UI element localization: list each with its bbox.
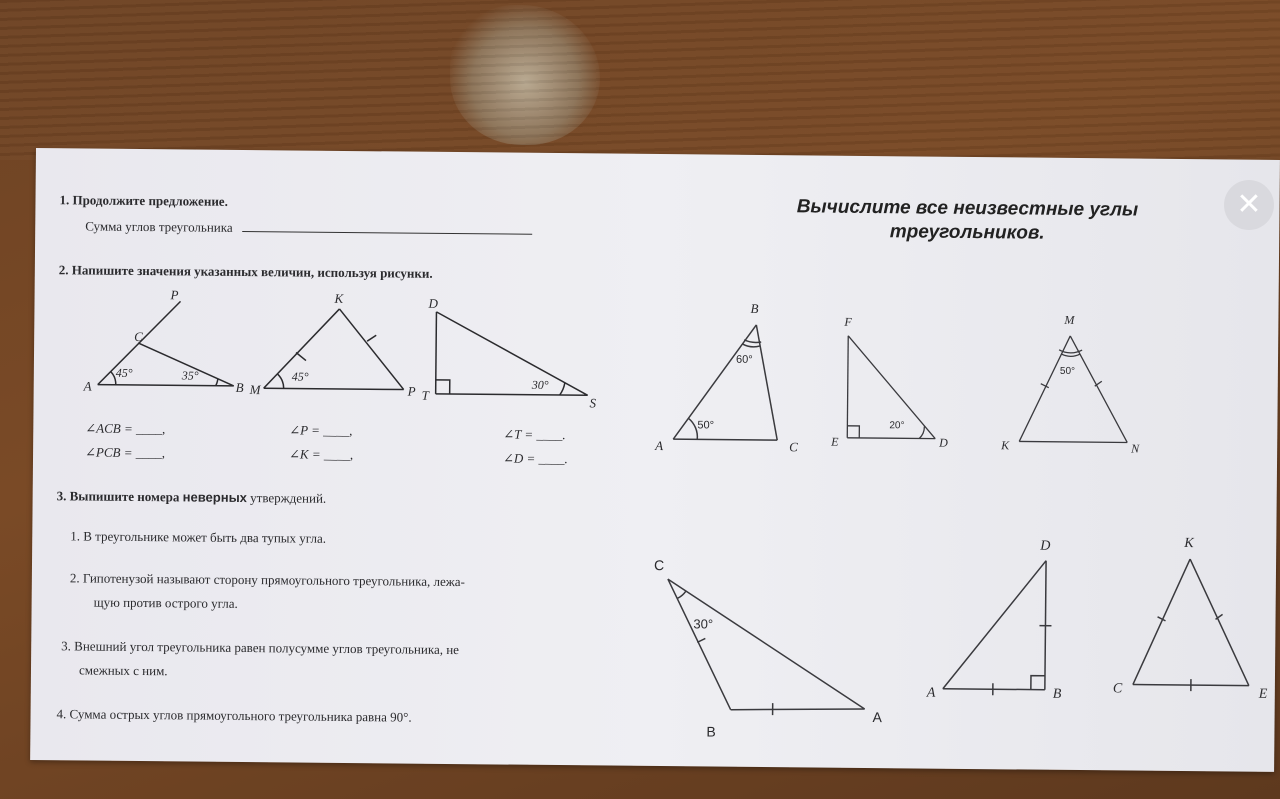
close-icon[interactable]: ✕	[1224, 180, 1274, 230]
tri-mkn	[1019, 335, 1128, 442]
right-title	[747, 195, 1187, 247]
answer-d: ∠D = ____.	[502, 450, 568, 467]
tri-fed-label-e: E	[831, 434, 839, 449]
fig2-label-k: K	[334, 290, 344, 306]
statement-3b: смежных с ним.	[78, 662, 168, 679]
tri-kce-label-c: C	[1112, 681, 1123, 697]
answer-pcb: ∠PCB = ____,	[85, 444, 166, 461]
tri-cba-label-a: A	[872, 709, 882, 726]
right-title-line2: треугольников.	[889, 221, 1045, 244]
tri-dab-label-a: A	[926, 685, 936, 701]
tri-kce	[1133, 559, 1250, 692]
tri-fed-label-d: D	[939, 435, 948, 450]
tri-abc-label-c: C	[789, 439, 798, 455]
tri-kce-label-e: E	[1258, 686, 1268, 702]
tri-abc-angle-60: 60°	[735, 353, 753, 366]
tri-abc-label-a: A	[655, 437, 664, 454]
answer-acb: ∠ACB = ____,	[85, 420, 166, 437]
statement-3a: 3. Внешний угол треугольника равен полусумме углов треугольника, не	[61, 638, 460, 658]
right-title-line1: Вычислите все неизвестные углы	[796, 196, 1139, 221]
wood-grain	[0, 0, 1280, 160]
tri-mkn-label-m: M	[1064, 312, 1075, 327]
tri-cba-label-c: C	[653, 556, 665, 574]
task3-heading-prefix: 3. Выпишите номера	[56, 488, 180, 505]
statement-2b: щую против острого угла.	[93, 594, 238, 611]
tri-kce-label-k: K	[1184, 536, 1194, 552]
fig1-label-a: A	[83, 378, 92, 394]
fig1-angle-45: 45°	[115, 365, 133, 380]
fig3-angle-30: 30°	[531, 377, 549, 392]
statement-4: 4. Сумма острых углов прямоугольного треугольника равна 90°.	[56, 706, 412, 725]
figure-2	[264, 308, 405, 389]
worksheet	[30, 148, 1280, 772]
tri-abc-angle-50: 50°	[697, 419, 715, 432]
answer-k: ∠K = ____,	[289, 446, 354, 463]
tri-cba-angle-30: 30°	[693, 616, 714, 632]
tri-dab-label-d: D	[1040, 538, 1051, 554]
tri-abc-label-b: B	[750, 300, 759, 316]
tri-mkn-angle-50: 50°	[1059, 365, 1076, 377]
task3-heading-bold: неверных	[182, 489, 248, 506]
statement-1: 1. В треугольнике может быть два тупых угла.	[70, 528, 327, 546]
tri-mkn-label-n: N	[1131, 441, 1140, 456]
fig2-label-m: M	[249, 382, 261, 398]
tri-fed-angle-20: 20°	[889, 420, 905, 432]
fig1-label-p: P	[170, 287, 179, 303]
tri-dab	[943, 560, 1052, 696]
fig1-label-c: C	[134, 328, 143, 345]
fig1-label-b: B	[235, 379, 244, 396]
tri-cba	[667, 579, 866, 716]
tri-abc	[673, 324, 778, 440]
fig1-angle-35: 35°	[181, 368, 199, 383]
task1-heading: 1. Продолжите предложение.	[59, 192, 228, 209]
fig2-angle-45: 45°	[291, 369, 309, 384]
task3-heading-suffix: утверждений.	[250, 490, 327, 506]
tri-cba-label-b: B	[706, 723, 716, 740]
answer-t: ∠T = ____.	[503, 426, 566, 443]
fig3-label-t: T	[421, 387, 429, 403]
task2-heading: 2. Напишите значения указанных величин, используя рисунки.	[58, 262, 433, 281]
task1-line-text: Сумма углов треугольника	[85, 218, 233, 235]
task3-heading	[57, 488, 327, 507]
fig2-label-p: P	[407, 383, 416, 399]
statement-2a: 2. Гипотенузой называют сторону прямоугольного треугольника, лежа-	[69, 570, 465, 590]
tri-fed-label-f: F	[844, 314, 852, 329]
fig3-label-s: S	[589, 395, 597, 411]
tri-mkn-label-k: K	[1001, 438, 1010, 453]
fig3-label-d: D	[428, 295, 438, 311]
figure-3	[436, 312, 589, 395]
answer-p: ∠P = ____,	[289, 422, 353, 439]
tri-dab-label-b: B	[1052, 686, 1062, 702]
